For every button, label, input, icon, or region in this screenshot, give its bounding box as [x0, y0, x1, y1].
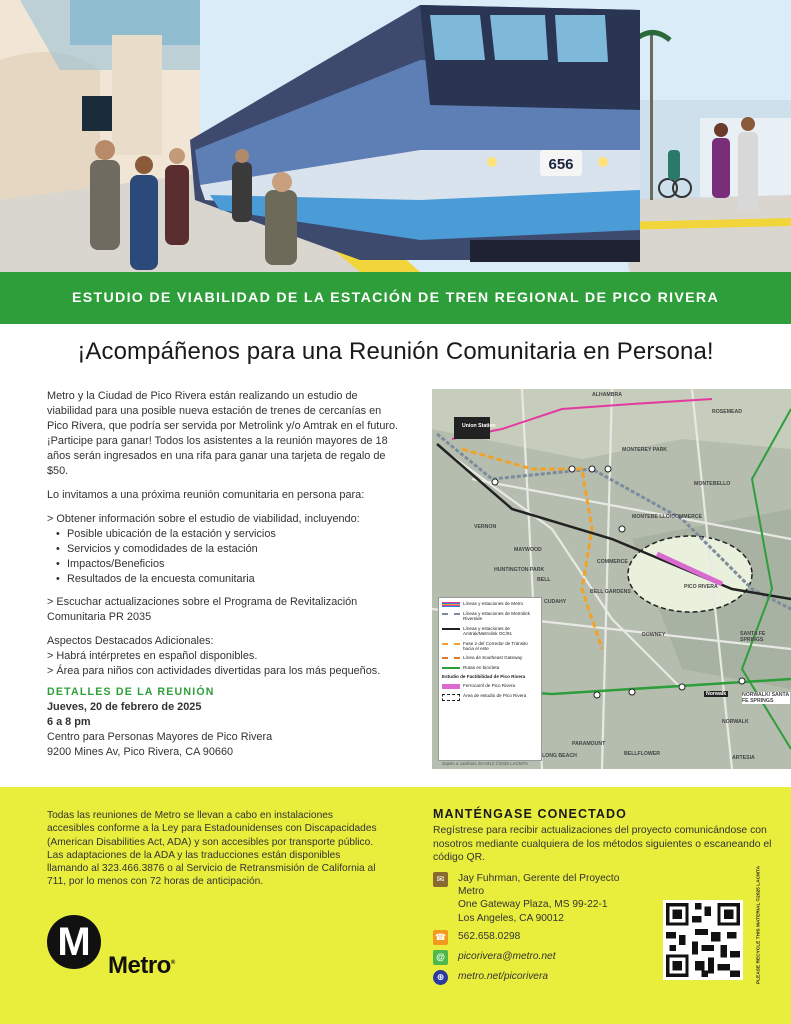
globe-icon: ⊕ [433, 970, 448, 985]
page-headline: ¡Acompáñenos para una Reunión Comunitaria en Persona! [77, 338, 714, 365]
metro-wordmark: Metro® [108, 952, 175, 979]
contact-mail [433, 872, 619, 925]
map-label: MONTEBE LLO/COMMERCE [632, 514, 703, 520]
study-area-map [432, 389, 791, 769]
map-label: MONTEREY PARK [622, 447, 668, 453]
meeting-time: 6 a 8 pm [47, 716, 91, 728]
map-label: PICO RIVERA [684, 584, 718, 590]
legend-row: Líneas y estaciones de Metrolink Riverside [442, 611, 538, 622]
footer-panel [0, 787, 791, 1024]
legend-row: Líneas y estaciones de Metro [442, 601, 538, 607]
map-label: SANTA FE SPRINGS [740, 631, 766, 643]
map-label: ROSEMEAD [712, 409, 742, 415]
banner-title: ESTUDIO DE VIABILIDAD DE LA ESTACIÓN DE TREN REGIONAL DE PICO RIVERA [71, 290, 719, 306]
metro-logo-icon: M [47, 915, 101, 969]
highlight-item: > Área para niños con actividades divertidas para los más pequeños. [47, 665, 381, 677]
meeting-info [47, 389, 399, 760]
agenda-bullet-list [47, 527, 399, 587]
map-label: PARAMOUNT [572, 741, 606, 747]
stay-connected [433, 807, 773, 865]
email-link[interactable]: picorivera@metro.net [458, 951, 556, 962]
agenda-item-2: > Escuchar actualizaciones sobre el Programa de Revitalización Comunitaria PR 2035 [47, 596, 358, 623]
map-label: ALHAMBRA [592, 392, 622, 398]
details-title: DETALLES DE LA REUNIÓN [47, 686, 215, 698]
intro-paragraph: Metro y la Ciudad de Pico Rivera están realizando un estudio de viabilidad para una posible nueva estación de trenes de cercanías en Pico Rivera, que podría ser servida por Metrolink y/o Amtrak en el futuro. ¡Participe para ganar! Todos los asistentes a la reunión mayores de 18 años serán ingresados en una rifa para ganar una tarjeta de regalo de $50. [47, 390, 399, 477]
map-label: BELL [537, 577, 551, 583]
legend-row: Líneas y estaciones de Amtrak/Metrolink OC/91 [442, 626, 538, 637]
map-label: MONTEBELLO [694, 481, 731, 487]
legend-row: Línea de Southeast Gateway [442, 655, 538, 660]
invite-text: Lo invitamos a una próxima reunión comunitaria en persona para: [47, 489, 365, 501]
map-label: HUNTINGTON PARK [494, 567, 545, 573]
connected-text: Regístrese para recibir actualizaciones del proyecto comunicándose con nosotros mediante cualquiera de los métodos siguientes o escaneando el código QR. [433, 825, 772, 863]
map-label: DOWNEY [642, 632, 666, 638]
web-link[interactable]: metro.net/picorivera [458, 971, 549, 982]
agenda-item-1: > Obtener información sobre el estudio de viabilidad, incluyendo: [47, 513, 360, 525]
list-item: • Posible ubicación de la estación y servicios [47, 527, 399, 542]
legend-subtitle: Estudio de Factibilidad de Pico Rivera [442, 674, 526, 680]
map-label: LONG BEACH [542, 753, 577, 759]
map-label: MAYWOOD [514, 547, 542, 553]
meeting-venue: Centro para Personas Mayores de Pico Rivera [47, 731, 273, 743]
phone-link[interactable]: 562.658.0298 [458, 931, 521, 942]
hero-illustration [0, 0, 791, 272]
qr-code[interactable] [663, 900, 743, 980]
legend-row: Área de estudio de Pico Rivera [442, 693, 538, 701]
highlights-title: Aspectos Destacados Adicionales: [47, 635, 214, 647]
map-label: COMMERCE [597, 559, 628, 565]
contact-phone [433, 930, 520, 945]
contact-address-1: One Gateway Plaza, MS 99-22-1 [458, 899, 608, 911]
mail-icon: ✉ [433, 872, 448, 887]
contact-org: Metro [458, 886, 485, 898]
map-label: BELL GARDENS [590, 589, 631, 595]
map-label: Union Station [462, 423, 496, 429]
map-label: NORWALK [722, 719, 749, 725]
meeting-date: Jueves, 20 de febrero de 2025 [47, 701, 202, 713]
map-label: BELLFLOWER [624, 751, 661, 757]
contact-name: Jay Fuhrman, Gerente del Proyecto [458, 873, 620, 884]
list-item: • Servicios y comodidades de la estación [47, 542, 399, 557]
list-item: • Impactos/Beneficios [47, 557, 399, 572]
map-legend [438, 597, 542, 761]
contact-web [433, 970, 548, 985]
highlight-item: > Habrá intérpretes en español disponibles. [47, 650, 258, 662]
title-banner [0, 272, 791, 324]
phone-icon: ☎ [433, 930, 448, 945]
map-label: NORWALK/ SANTA FE SPRINGS [742, 692, 790, 704]
legend-row: Fase 2 del Corredor de Tránsito hacia el este [442, 641, 538, 652]
map-label: ARTESIA [732, 755, 755, 761]
connected-title: MANTÉNGASE CONECTADO [433, 807, 627, 821]
recycle-note: PLEASE RECYCLE THIS MATERIAL ©2025 LACMTA [756, 865, 762, 984]
list-item: • Resultados de la encuesta comunitaria [47, 572, 399, 587]
contact-email [433, 950, 556, 965]
contact-address-2: Los Angeles, CA 90012 [458, 912, 564, 924]
meeting-address: 9200 Mines Av, Pico Rivera, CA 90660 [47, 746, 234, 758]
ada-notice: Todas las reuniones de Metro se llevan a cabo en instalaciones accesibles conforme a la Ley para Estadounidenses con Discapacidades (American Disabilities Act, ADA) y son accesibles por transporte público. Las adaptaciones de la ADA y las traducciones están disponibles llamando al 323.466.3876 o al Servicio de Retransmisión de California al 711, por lo menos con 72 horas de anticipación. [47, 810, 377, 888]
map-label: VERNON [474, 524, 497, 530]
email-icon: @ [433, 950, 448, 965]
legend-row: Ferrocarril de Pico Rivera [442, 683, 538, 689]
legend-row: Rutas en bicicleta [442, 665, 538, 670]
map-label: Norwalk [706, 691, 727, 697]
train-number: 656 [548, 156, 574, 173]
map-label: CUDAHY [544, 599, 567, 605]
map-footnote: Sujeto a cambios 25-0312 ©2025 LACMTA [442, 761, 529, 766]
